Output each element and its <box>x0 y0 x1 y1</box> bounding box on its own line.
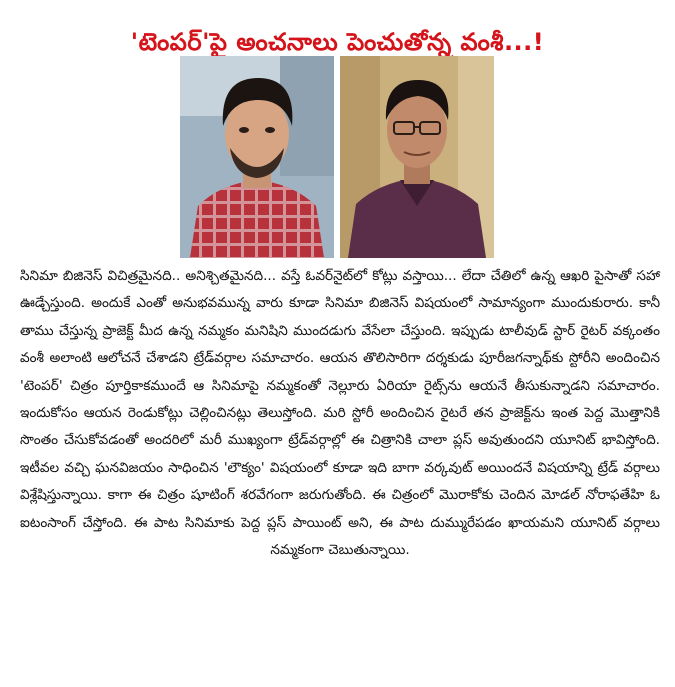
photo-actor <box>180 56 334 258</box>
photo-writer <box>340 56 494 258</box>
photo-strip <box>180 56 494 258</box>
article-body: సినిమా బిజినెస్ విచిత్రమైనది.. అనిశ్చితమైనది... వస్తే ఓవర్‌నైట్‌లో కోట్లు వస్తాయి... లేదా చేతిలో ఉన్న ఆఖరి పైసాతో సహా ఊడ్చేస్తుంది. అందుకే ఎంతో అనుభవమున్న వారు కూడా సినిమా బిజినెస్ విషయంలో సామాన్యంగా ముందుకురారు. కానీ తాము చేస్తున్న ప్రాజెక్ట్ మీద ఉన్న నమ్మకం మనిషిని ముందడుగు వేసేలా చేస్తుంది. ఇప్పుడు టాలీవుడ్ స్టార్ రైటర్ వక్కంతం వంశీ అలాంటి ఆలోచనే చేశాడని ట్రేడ్‌వర్గాల సమాచారం. ఆయన తొలిసారిగా దర్శకుడు పూరీజగన్నాథ్‌కు స్టోరీని అందించిన 'టెంపర్' చిత్రం పూర్తికాకముందే ఆ సినిమాపై నమ్మకంతో నెల్లూరు ఏరియా రైట్స్‌ను ఆయనే తీసుకున్నాడని సమాచారం. ఇందుకోసం ఆయన రెండుకోట్లు చెల్లించినట్లు తెలుస్తోంది. మరి స్టోరీ అందించిన రైటరే తన ప్రాజెక్ట్‌ను ఇంత పెద్ద మొత్తానికి సొంతం చేసుకోవడంతో అందరిలో మరీ ముఖ్యంగా ట్రేడ్‌వర్గాల్లో ఈ చిత్రానికి చాలా ప్లస్ అవుతుందని యూనిట్ భావిస్తోంది. ఇటీవల వచ్చి ఘనవిజయం సాధించిన 'లౌక్యం' విషయంలో కూడా ఇది బాగా వర్కవుట్ అయిందనే విషయాన్ని ట్రేడ్ వర్గాలు విశ్లేషిస్తున్నాయి. కాగా ఈ చిత్రం షూటింగ్ శరవేగంగా జరుగుతోంది. ఈ చిత్రంలో మొరాకోకు చెందిన మోడల్ నోరాఫతేహి ఓ ఐటంసాంగ్ చేస్తోంది. ఈ పాట సినిమాకు పెద్ద ప్లస్ పాయింట్ అని, ఈ పాట దుమ్మురేపడం ఖాయమని యూనిట్ వర్గాలు నమ్మకంగా చెబుతున్నాయి. <box>20 268 661 559</box>
actor-portrait-icon <box>180 56 334 258</box>
headline: 'టెంపర్'పై అంచనాలు పెంచుతోన్న వంశీ...! <box>130 28 545 57</box>
writer-portrait-icon <box>340 56 494 258</box>
